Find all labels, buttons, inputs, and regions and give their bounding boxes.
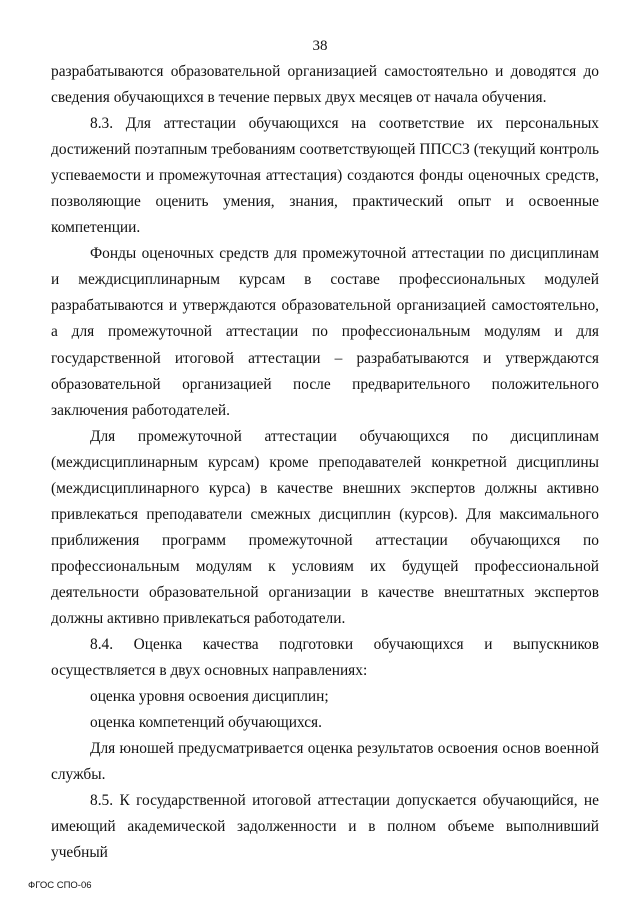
paragraph: Для промежуточной аттестации обучающихся по дисциплинам (междисциплинарным курсам) кроме преподавателей конкретной дисциплины (междисциплинарного курса) в качестве внешних экспертов должны активно привлекаться преподаватели смежных дисциплин (курсов). Для максимального приближения программ промежуточной аттестации обучающихся по профессиональным модулям к условиям их будущей профессиональной деятельности образовательной организации в качестве внештатных экспертов должны активно привлекаться работодатели. [51, 427, 599, 627]
document-body [51, 59, 599, 866]
paragraph-8-4: 8.4. Оценка качества подготовки обучающихся и выпускников осуществляется в двух основных направлениях: [51, 636, 599, 680]
list-item: оценка компетенций обучающихся. [90, 714, 322, 732]
footer-label: ФГОС СПО-06 [28, 880, 92, 891]
page-number: 38 [312, 38, 328, 54]
list-item: оценка уровня освоения дисциплин; [90, 688, 329, 706]
paragraph-8-5: 8.5. К государственной итоговой аттестации допускается обучающийся, не имеющий академической задолженности и в полном объеме выполнивший учебный [51, 792, 599, 862]
paragraph: разрабатываются образовательной организацией самостоятельно и доводятся до сведения обучающихся в течение первых двух месяцев от начала обучения. [51, 63, 599, 107]
paragraph: Фонды оценочных средств для промежуточной аттестации по дисциплинам и междисциплинарным курсам в составе профессиональных модулей разрабатываются и утверждаются образовательной организацией самостоятельно, а для промежуточной аттестации по профессиональным модулям и для государственной итоговой аттестации – разрабатываются и утверждаются образовательной организацией после предварительного положительного заключения работодателей. [51, 245, 599, 419]
paragraph: Для юношей предусматривается оценка результатов освоения основ военной службы. [51, 740, 599, 784]
paragraph-8-3: 8.3. Для аттестации обучающихся на соответствие их персональных достижений поэтапным требованиям соответствующей ППССЗ (текущий контроль успеваемости и промежуточная аттестация) создаются фонды оценочных средств, позволяющие оценить умения, знания, практический опыт и освоенные компетенции. [51, 115, 599, 237]
